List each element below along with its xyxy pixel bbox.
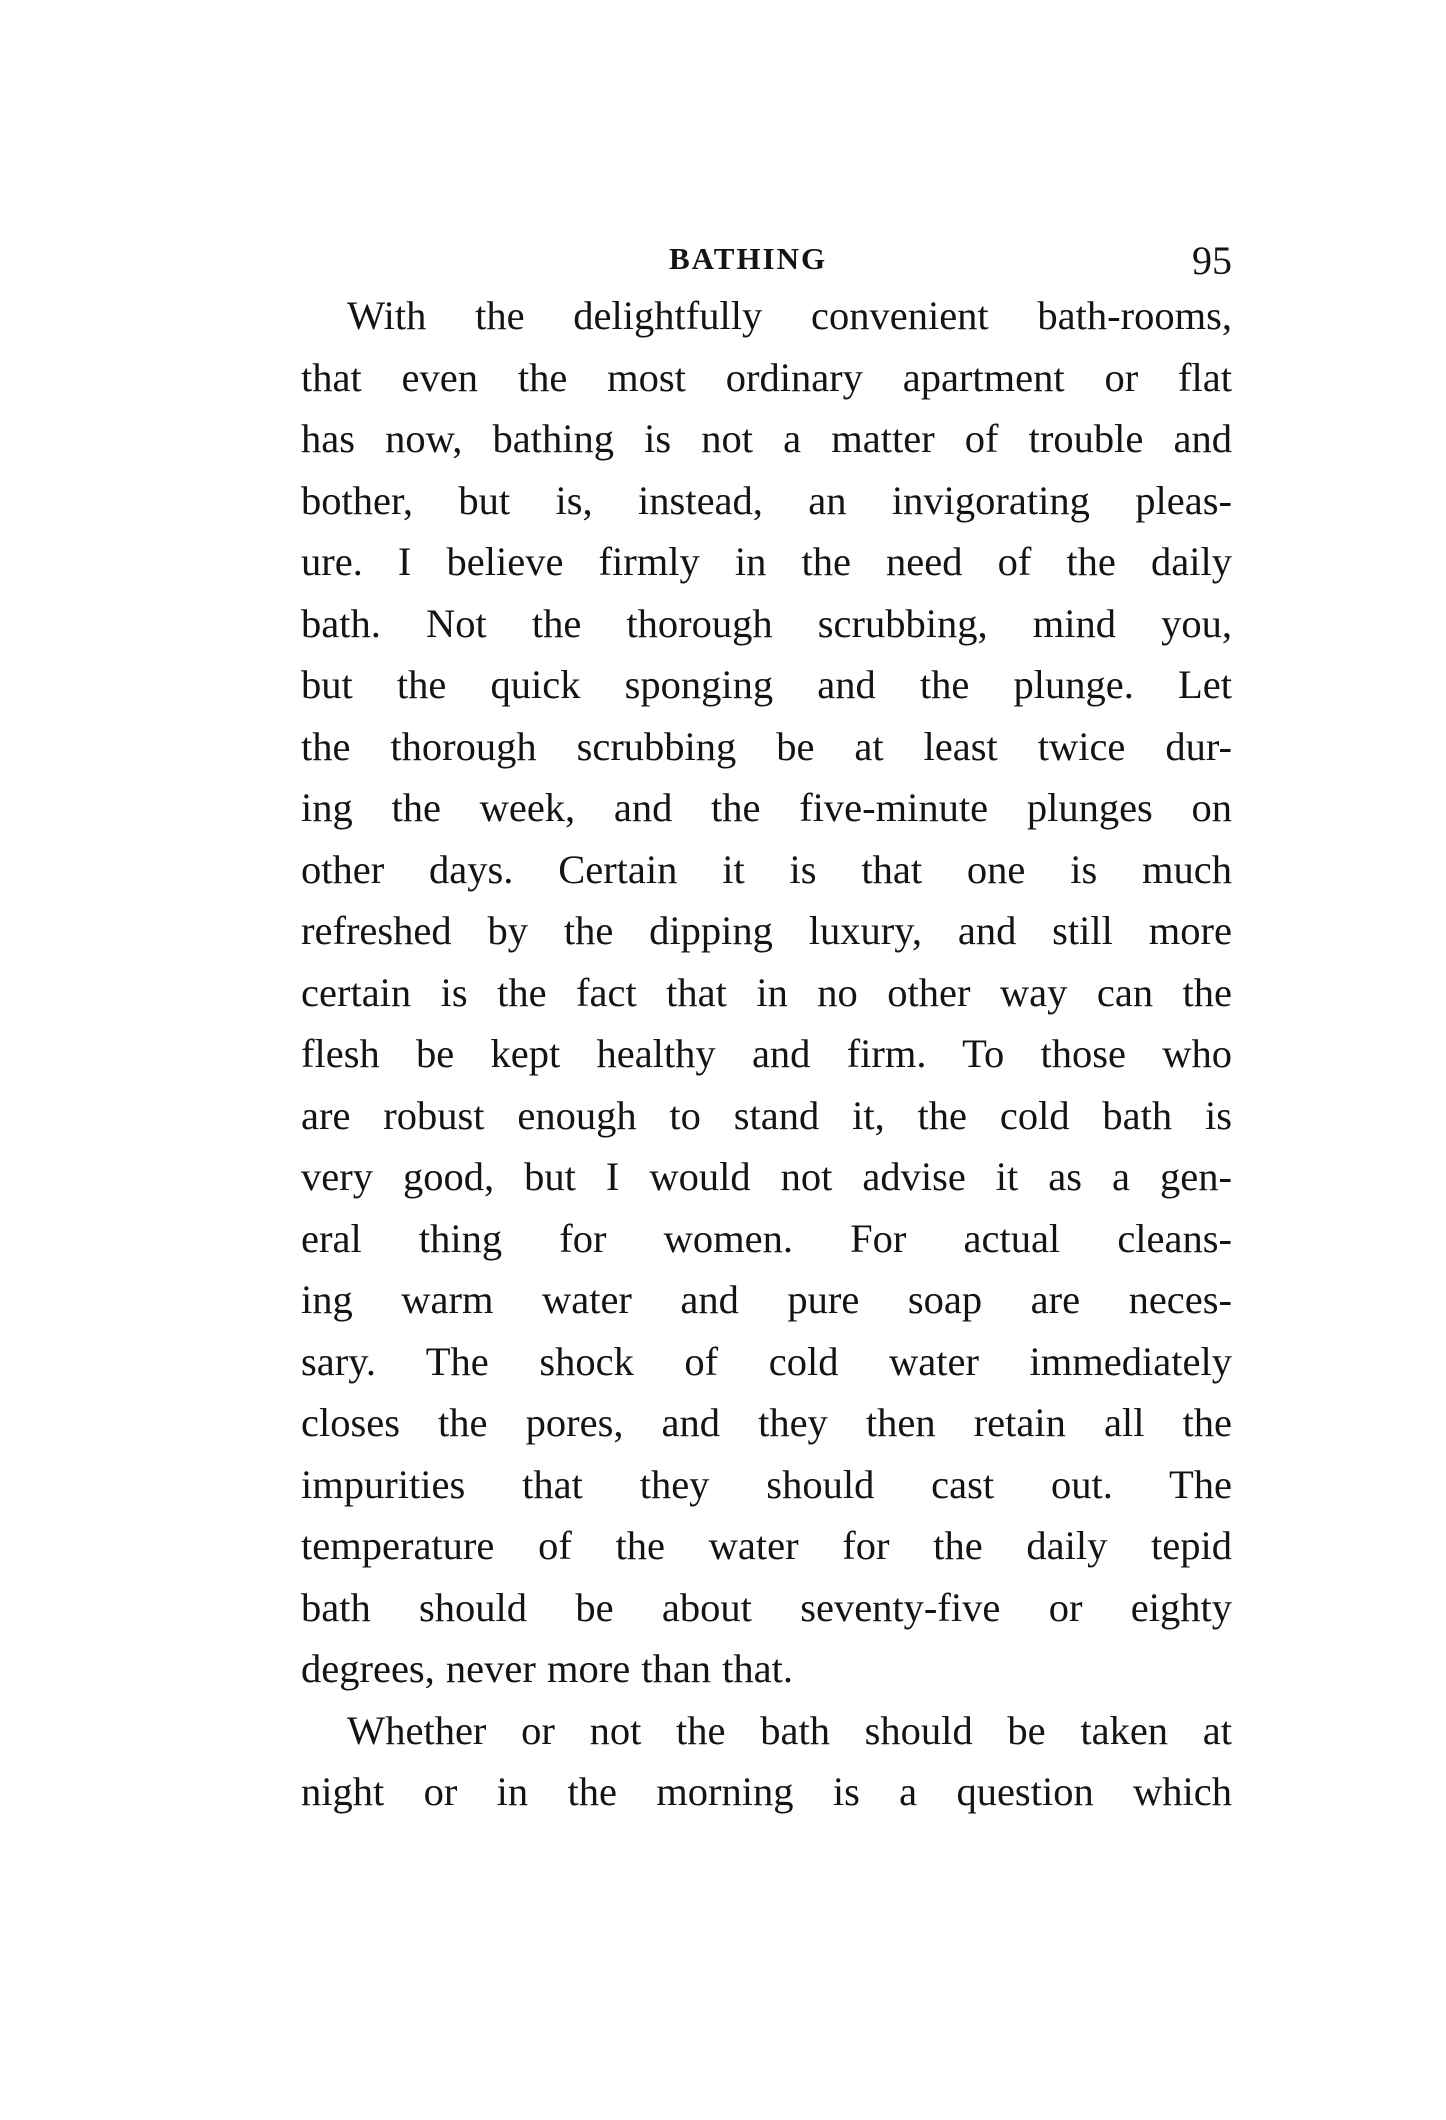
text-line: refreshed by the dipping luxury, and still more [301, 908, 1232, 953]
text-line: closes the pores, and they then retain all the [301, 1400, 1232, 1445]
text-line: that even the most ordinary apartment or flat [301, 354, 1232, 400]
body-text [301, 285, 1232, 1823]
text-line: other days. Certain it is that one is much [301, 846, 1232, 892]
text-line: ing warm water and pure soap are neces- [301, 1277, 1232, 1322]
text-line: bother, but is, instead, an invigorating pleas- [301, 477, 1232, 523]
text-line: bath should be about seventy-five or eighty [301, 1584, 1232, 1630]
text-line: bath. Not the thorough scrubbing, mind you, [301, 600, 1232, 646]
text-line: ure. I believe firmly in the need of the daily [301, 539, 1232, 584]
text-line: degrees, never more than that. [301, 1646, 794, 1691]
text-line: eral thing for women. For actual cleans- [301, 1215, 1232, 1261]
text-line: but the quick sponging and the plunge. Let [301, 662, 1232, 707]
text-line: With the delightfully convenient bath-rooms, [347, 293, 1232, 338]
running-head [301, 236, 1232, 282]
text-line: certain is the fact that in no other way can the [301, 969, 1232, 1015]
text-line: night or in the morning is a question which [301, 1769, 1232, 1814]
text-line: very good, but I would not advise it as a gen- [301, 1154, 1232, 1199]
text-line: flesh be kept healthy and firm. To those who [301, 1031, 1232, 1076]
text-line: impurities that they should cast out. The [301, 1461, 1232, 1507]
paragraph [301, 285, 1232, 1700]
text-line: the thorough scrubbing be at least twice dur- [301, 723, 1232, 769]
page-number: 95 [1192, 238, 1232, 283]
text-line: temperature of the water for the daily tepid [301, 1523, 1232, 1568]
text-line: Whether or not the bath should be taken at [347, 1707, 1232, 1753]
chapter-title: BATHING [669, 241, 828, 276]
text-line: are robust enough to stand it, the cold bath is [301, 1092, 1232, 1138]
text-line: has now, bathing is not a matter of trouble and [301, 416, 1232, 461]
text-line: sary. The shock of cold water immediately [301, 1338, 1232, 1384]
paragraph [301, 1700, 1232, 1823]
text-line: ing the week, and the five-minute plunges on [301, 785, 1232, 830]
